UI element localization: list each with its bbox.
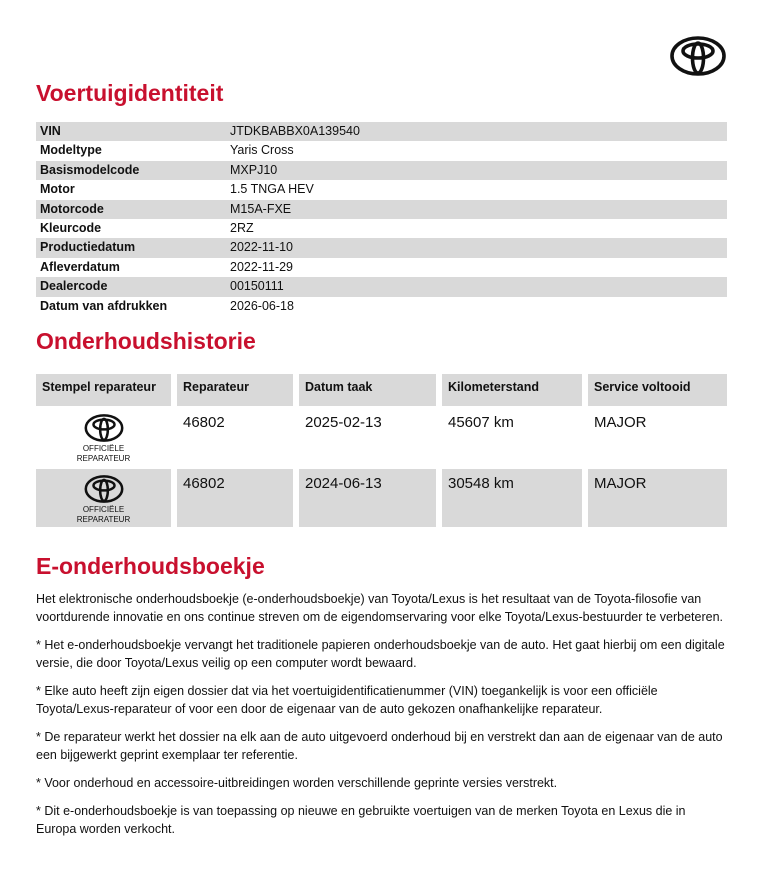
identity-value: M15A-FXE [230, 201, 292, 216]
identity-label: Productiedatum [40, 240, 136, 255]
identity-row-motorcode [36, 200, 727, 219]
identity-table [36, 122, 727, 316]
identity-row-dealercode [36, 277, 727, 296]
column-header: Datum taak [299, 374, 436, 406]
stamp-text: OFFICIËLE REPARATEUR [76, 505, 131, 524]
stamp-text: OFFICIËLE REPARATEUR [76, 444, 131, 463]
booklet-text [36, 590, 726, 848]
identity-row-printdate [36, 297, 727, 316]
paragraph: Het elektronische onderhoudsboekje (e-onderhoudsboekje) van Toyota/Lexus is het resultaat van de Toyota-filosofie van voortdurende innovatie en ons continue streven om de eigendomservaring voor elke Toyota/Lexus-bestuurder te verbeteren. [36, 592, 723, 624]
identity-row-motor [36, 180, 727, 199]
repairer-stamp [36, 408, 171, 466]
repairer-cell: 46802 [177, 469, 293, 527]
identity-row-basismodelcode [36, 161, 727, 180]
paragraph: * Voor onderhoud en accessoire-uitbreidingen worden verschillende geprinte versies verstrekt. [36, 776, 558, 790]
identity-value: Yaris Cross [230, 143, 294, 158]
identity-value: MXPJ10 [230, 162, 278, 177]
service-cell: MAJOR [588, 469, 727, 527]
toyota-logo-icon [670, 36, 726, 76]
identity-label: Motorcode [40, 201, 104, 216]
identity-value: 2026-06-18 [230, 298, 294, 313]
paragraph: * Dit e-onderhoudsboekje is van toepassing op nieuwe en gebruikte voertuigen van de merken Toyota en Lexus die in Europa worden verkocht. [36, 804, 686, 836]
identity-label: Datum van afdrukken [40, 298, 168, 313]
identity-value: 2022-11-29 [230, 259, 294, 274]
history-header-row [36, 374, 727, 406]
column-header: Kilometerstand [442, 374, 582, 406]
identity-row-modeltype [36, 141, 727, 160]
date-cell: 2024-06-13 [299, 469, 436, 527]
identity-value: JTDKBABBX0A139540 [230, 124, 360, 138]
service-cell: MAJOR [594, 414, 647, 431]
identity-value: 2022-11-10 [230, 240, 294, 255]
toyota-logo-icon [84, 414, 124, 442]
toyota-logo-icon [84, 475, 124, 503]
identity-label: VIN [40, 124, 61, 138]
identity-row-productiedatum [36, 238, 727, 257]
history-title: Onderhoudshistorie [36, 328, 256, 354]
identity-value: 00150111 [230, 279, 284, 294]
identity-value: 2RZ [230, 220, 254, 235]
identity-row-kleurcode [36, 219, 727, 238]
identity-title: Voertuigidentiteit [36, 80, 224, 106]
identity-label: Basismodelcode [40, 162, 140, 177]
repairer-stamp [36, 469, 171, 527]
booklet-title: E-onderhoudsboekje [36, 553, 265, 579]
km-cell: 30548 km [442, 469, 582, 527]
column-header: Stempel reparateur [36, 374, 171, 406]
paragraph: * De reparateur werkt het dossier na elk aan de auto uitgevoerd onderhoud bij en verstrekt dan aan de eigenaar van de auto een bijgewerkt geprint exemplaar ter referentie. [36, 730, 723, 762]
identity-value: 1.5 TNGA HEV [230, 182, 314, 197]
paragraph: * Het e-onderhoudsboekje vervangt het traditionele papieren onderhoudsboekje van de auto. Het gaat hierbij om een digitale versie, die door Toyota/Lexus veilig op een computer wordt bewaard. [36, 638, 725, 670]
table-row [36, 469, 727, 527]
paragraph: * Elke auto heeft zijn eigen dossier dat via het voertuigidentificatienummer (VIN) toegankelijk is voor een officiële Toyota/Lexus-reparateur of voor een door de eigenaar van de auto gekozen onafhankelijke reparateur. [36, 684, 658, 716]
identity-label: Modeltype [40, 143, 102, 158]
column-header: Service voltooid [588, 374, 727, 406]
date-cell: 2025-02-13 [305, 414, 382, 431]
identity-label: Afleverdatum [40, 259, 120, 274]
km-cell: 45607 km [448, 414, 514, 431]
identity-row-vin [36, 122, 727, 141]
identity-label: Dealercode [40, 279, 108, 294]
history-table [36, 374, 727, 530]
identity-row-afleverdatum [36, 258, 727, 277]
table-row [36, 408, 727, 466]
identity-label: Kleurcode [40, 220, 102, 235]
column-header: Reparateur [177, 374, 293, 406]
identity-label: Motor [40, 182, 75, 197]
repairer-cell: 46802 [183, 414, 225, 431]
